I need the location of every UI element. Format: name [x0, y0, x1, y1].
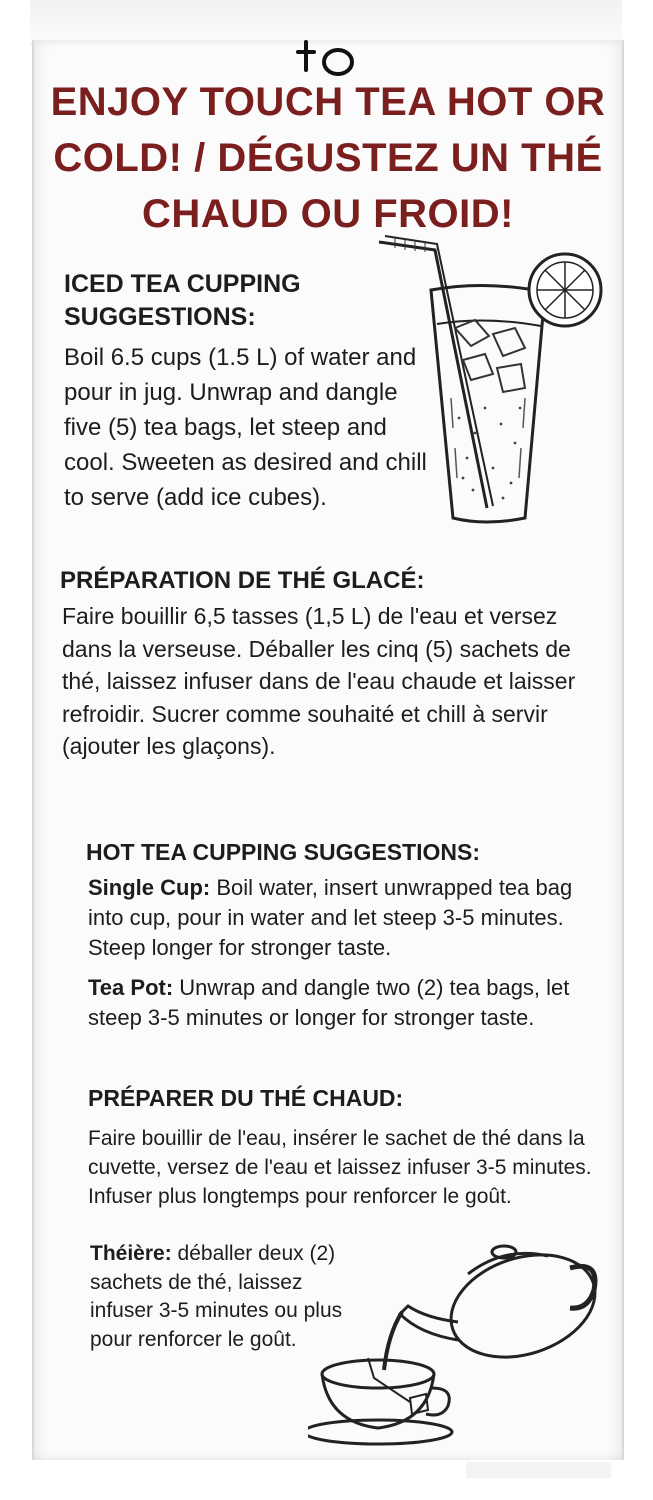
single-cup-label: Single Cup:	[88, 875, 211, 900]
theiere-label: Théière:	[90, 1242, 172, 1265]
iced-tea-glass-icon	[375, 228, 615, 528]
bottom-strip	[466, 1462, 611, 1478]
box-top-flap	[30, 0, 622, 45]
tea-pot-label: Tea Pot:	[88, 975, 174, 1000]
hot-tea-instructions-fr: Faire bouillir de l'eau, insérer le sachet de thé dans la cuvette, versez de l'eau et laissez infuser 3-5 minutes. Infuser plus longtemps pour renforcer le goût.	[88, 1127, 592, 1208]
tea-pot-instructions	[88, 973, 588, 1033]
tea-pot-text: Unwrap and dangle two (2) tea bags, let steep 3-5 minutes or longer for stronger taste.	[88, 975, 570, 1030]
headline	[48, 74, 608, 242]
iced-tea-instructions-fr: Faire bouillir 6,5 tasses (1,5 L) de l'eau et versez dans la verseuse. Déballer les cinq (5) sachets de thé, laissez infuser dans de l'eau chaude et laisser refroidir. Sucrer comme souhaité et chill à servir (ajouter les glaçons).	[62, 603, 576, 759]
single-cup-instructions	[88, 873, 613, 963]
hot-tea-heading-fr: PRÉPARER DU THÉ CHAUD:	[88, 1085, 404, 1111]
iced-tea-instructions: Boil 6.5 cups (1.5 L) of water and pour in jug. Unwrap and dangle five (5) tea bags, let steep and cool. Sweeten as desired and chill to serve (add ice cubes).	[64, 344, 427, 511]
iced-tea-heading-fr: PRÉPARATION DE THÉ GLACÉ:	[60, 567, 425, 594]
headline-line-3: CHAUD OU FROID!	[142, 192, 514, 236]
theiere-text: déballer deux (2) sachets de thé, laissez infuser 3-5 minutes ou plus pour renforcer le goût.	[90, 1242, 343, 1351]
teapot-pouring-icon	[308, 1238, 620, 1450]
headline-line-2: COLD! / DÉGUSTEZ UN THÉ	[53, 136, 603, 180]
single-cup-text: Boil water, insert unwrapped tea bag into cup, pour in water and let steep 3-5 minutes. Steep longer for stronger taste.	[88, 875, 573, 960]
headline-line-1: ENJOY TOUCH TEA HOT OR	[50, 80, 606, 124]
iced-tea-heading: ICED TEA CUPPING SUGGESTIONS:	[64, 270, 301, 331]
hot-tea-heading: HOT TEA CUPPING SUGGESTIONS:	[86, 839, 481, 865]
